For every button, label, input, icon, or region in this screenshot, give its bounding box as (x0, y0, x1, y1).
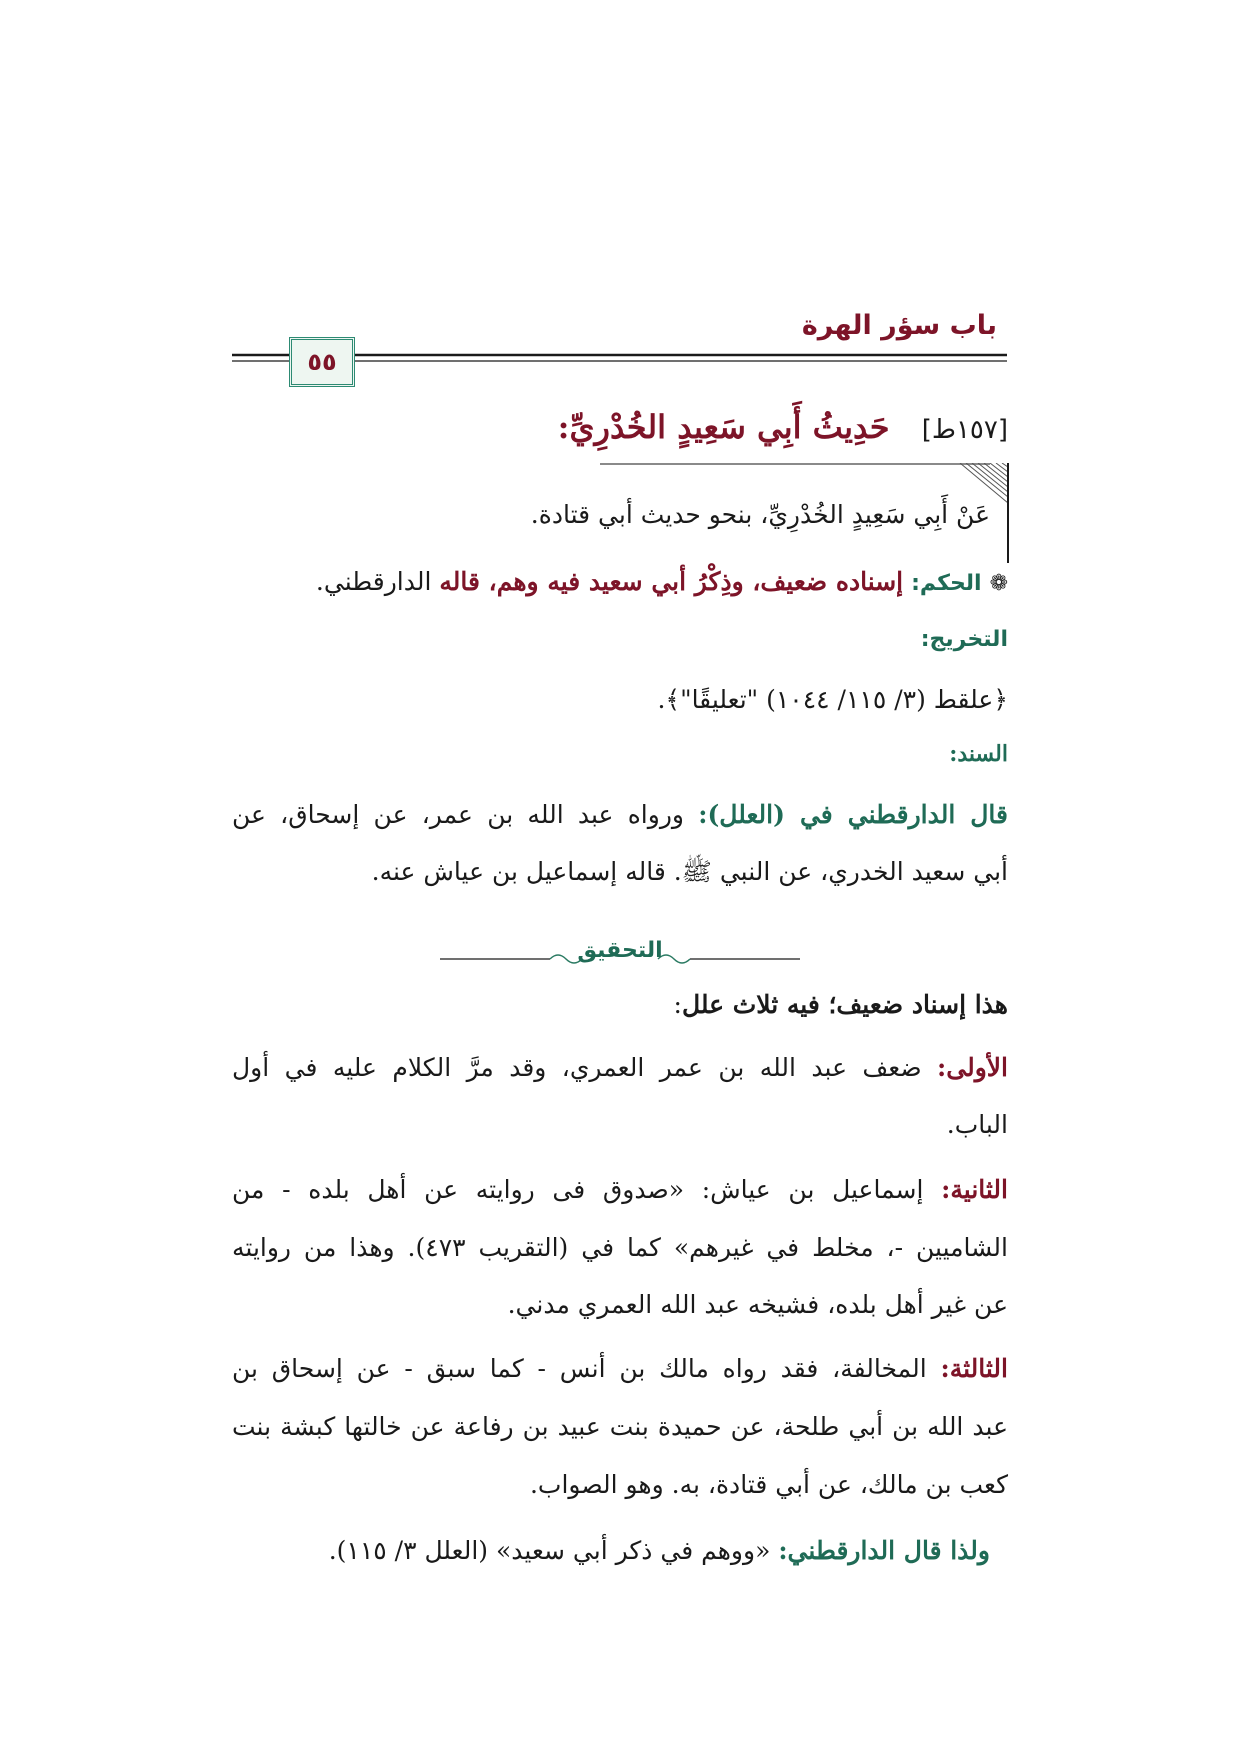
ruling-line (316, 567, 1008, 596)
sanad-heading: السند: (949, 741, 1008, 767)
sanad-speaker: قال الدارقطني في (العلل): (698, 800, 1008, 829)
page-number: ٥٥ (289, 337, 355, 387)
third-defect-text-1: المخالفة، فقد رواه مالك بن أنس - كما سبق - عن إسحاق بن (232, 1354, 927, 1383)
chapter-title: باب سؤر الهرة (801, 310, 997, 341)
hadith-number: [١٥٧ط] (921, 415, 1008, 445)
tahqiq-intro-bold: هذا إسناد ضعيف؛ فيه ثلاث علل (681, 990, 1008, 1019)
sanad-text-1: ورواه عبد الله بن عمر، عن إسحاق، عن (232, 800, 684, 829)
third-defect-line-3: كعب بن مالك، عن أبي قتادة، به. وهو الصواب. (529, 1470, 1008, 1499)
first-defect-line-2: الباب. (946, 1110, 1008, 1139)
second-defect-line-1 (232, 1175, 1008, 1204)
third-defect-line-2: عبد الله بن أبي طلحة، عن حميدة بنت عبيد بن رفاعة عن خالتها كبشة بنت (232, 1412, 1008, 1441)
conclusion-line (329, 1536, 990, 1565)
first-defect-line-1 (232, 1053, 1008, 1082)
flower-ornament-icon: ❁ (989, 571, 1008, 596)
second-defect-label: الثانية: (941, 1175, 1008, 1204)
hadith-narration: عَنْ أَبِي سَعِيدٍ الخُدْرِيِّ، بنحو حديث أبي قتادة. (530, 500, 990, 529)
third-defect-line-1 (232, 1354, 1008, 1383)
conclusion-text: «ووهم في ذكر أبي سعيد» (العلل ٣/ ١١٥). (328, 1536, 771, 1565)
second-defect-line-3: عن غير أهل بلده، فشيخه عبد الله العمري مدني. (507, 1290, 1008, 1319)
title-underline (600, 463, 990, 465)
third-defect-label: الثالثة: (940, 1354, 1008, 1383)
takhrij-text: ﴿علقط (٣/ ١١٥/ ١٠٤٤) "تعليقًا"﴾. (657, 685, 1008, 714)
first-defect-text-1: ضعف عبد الله بن عمر العمري، وقد مرَّ الكلام عليه في أول (232, 1053, 922, 1082)
ruling-text: إسناده ضعيف، وذِكْرُ أبي سعيد فيه وهم، قاله (439, 567, 904, 596)
second-defect-line-2: الشاميين -، مخلط في غيرهم» كما في (التقريب ٤٧٣). وهذا من روايته (232, 1233, 1008, 1262)
sanad-line-2: أبي سعيد الخدري، عن النبي ﷺ. قاله إسماعيل بن عياش عنه. (371, 857, 1008, 886)
conclusion-label: ولذا قال الدارقطني: (778, 1536, 990, 1565)
takhrij-heading: التخريج: (920, 627, 1008, 652)
tahqiq-intro-end: : (673, 990, 682, 1019)
first-defect-label: الأولى: (937, 1053, 1008, 1082)
hadith-title: حَدِيثُ أَبِي سَعِيدٍ الخُدْرِيِّ: (557, 408, 890, 446)
hadith-heading (558, 408, 1008, 446)
tahqiq-intro (674, 990, 1009, 1019)
tahqiq-label: التحقيق (577, 938, 663, 963)
sanad-line-1 (232, 800, 1008, 829)
second-defect-text-1: إسماعيل بن عياش: «صدوق فى روايته عن أهل بلده - من (232, 1175, 924, 1204)
ruling-suffix: الدارقطني. (315, 567, 432, 596)
ruling-label: الحكم: (911, 571, 982, 596)
